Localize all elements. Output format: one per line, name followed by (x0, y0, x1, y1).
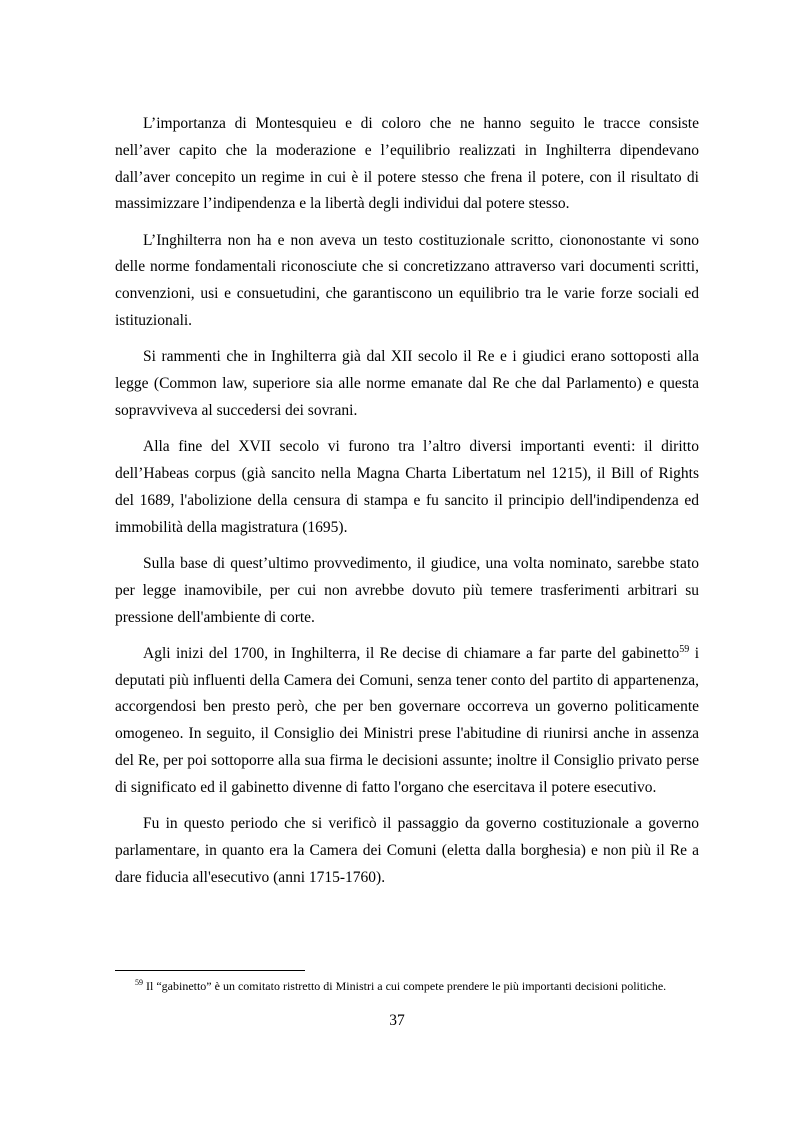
footnote-number: 59 (135, 978, 143, 987)
paragraph-common-law: Si rammenti che in Inghilterra già dal XII secolo il Re e i giudici erano sottoposti alla legge (Common law, superiore sia alle norme emanate dal Re che dal Parlamento) e questa sopravviveva al succedersi dei sovrani. (115, 348, 699, 419)
footnote (115, 977, 699, 995)
footnote-reference[interactable]: 59 (679, 643, 690, 655)
paragraph-judges-tenure: Sulla base di quest’ultimo provvedimento, il giudice, una volta nominato, sarebbe stato per legge inamovibile, per cui non avrebbe dovuto più temere trasferimenti arbitrari su pressione dell'ambiente di corte. (115, 554, 699, 626)
paragraph-cabinet (115, 641, 699, 802)
paragraph-parliamentary-government: Fu in questo periodo che si verificò il passaggio da governo costituzionale a governo parlamentare, in quanto era la Camera dei Comuni (eletta dalla borghesia) e non più il Re a dare fiducia all'esecutivo (anni 1715-1760). (115, 815, 699, 886)
paragraph-unwritten-constitution: L’Inghilterra non ha e non aveva un testo costituzionale scritto, ciononostante vi sono delle norme fondamentali riconosciute che si concretizzano attraverso vari documenti scritti, convenzioni, usi e consuetudini, che garantiscono un equilibrio tra le varie forze sociali ed istituzionali. (115, 231, 699, 330)
paragraph-xvii-century: Alla fine del XVII secolo vi furono tra l’altro diversi importanti eventi: il diritto dell’Habeas corpus (già sancito nella Magna Charta Libertatum nel 1215), il Bill of Rights del 1689, l'abolizione della censura di stampa e fu sancito il principio dell'indipendenza ed immobilità della magistratura (1695). (115, 438, 699, 536)
paragraph-cabinet-text-end: i deputati più influenti della Camera dei Comuni, senza tener conto del partito di appartenenza, accorgendosi ben presto però, che per ben governare occorreva un governo politicamente omogeneo. In seguito, il Consiglio dei Ministri prese l'abitudine di riunirsi anche in assenza del Re, per poi sottoporre alla sua firma le decisioni assunte; inoltre il Consiglio privato perse di significato ed il gabinetto divenne di fatto l'organo che esercitava il potere esecutivo. (115, 644, 699, 796)
paragraph-montesquieu: L’importanza di Montesquieu e di coloro che ne hanno seguito le tracce consiste nell’aver capito che la moderazione e l’equilibrio realizzati in Inghilterra dipendevano dall’aver concepito un regime in cui è il potere stesso che frena il potere, con il risultato di massimizzare l’indipendenza e la libertà degli individui dal potere stesso. (115, 115, 699, 213)
footnote-text: Il “gabinetto” è un comitato ristretto di Ministri a cui compete prendere le più importanti decisioni politiche. (143, 979, 667, 993)
paragraph-cabinet-text-start: Agli inizi del 1700, in Inghilterra, il Re decise di chiamare a far parte del gabinetto (143, 644, 680, 662)
footnote-divider (115, 970, 305, 971)
page-body (115, 111, 699, 901)
page-number: 37 (389, 1012, 405, 1029)
